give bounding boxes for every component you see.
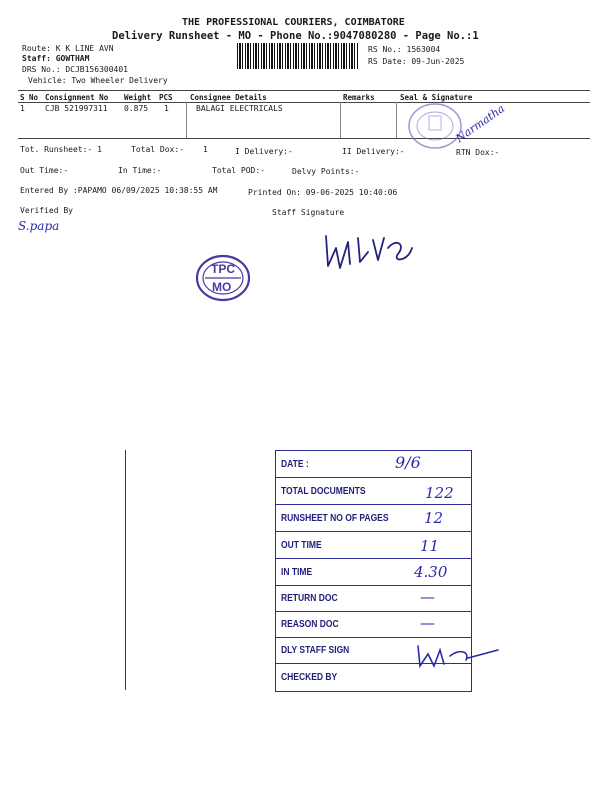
checklist-label: RETURN DOC: [281, 593, 338, 604]
drs-no: DRS No.: DCJB156300401: [22, 65, 128, 74]
out-time: Out Time:-: [20, 166, 69, 175]
checklist-value-date: 9/6: [395, 453, 421, 472]
staff: Staff: GOWTHAM: [22, 54, 90, 63]
company-title: THE PROFESSIONAL COURIERS, COIMBATORE: [182, 17, 405, 28]
checklist-label: RUNSHEET NO OF PAGES: [281, 513, 389, 524]
checklist-value-docs: 122: [425, 484, 454, 502]
runsheet-subtitle: Delivery Runsheet - MO - Phone No.:9047080280 - Page No.:1: [112, 30, 479, 42]
delvy-points: Delvy Points:-: [292, 167, 360, 176]
checklist-label: CHECKED BY: [281, 672, 338, 683]
table-bottom-rule: [18, 138, 590, 139]
table-vline: [186, 102, 187, 138]
verified-by-label: Verified By: [20, 206, 73, 215]
row-consignment: CJB 521997311: [45, 104, 108, 113]
table-vline: [396, 102, 397, 138]
row-pcs: 1: [164, 104, 169, 113]
table-top-rule: [18, 90, 590, 91]
col-sno: S No: [20, 93, 39, 102]
verifier-handwriting: S.papa: [18, 219, 60, 233]
row-consignee: BALAGI ELECTRICALS: [196, 104, 283, 113]
checklist-value-reason: —: [420, 614, 435, 632]
col-seal: Seal & Signature: [400, 93, 473, 102]
i-delivery: I Delivery:-: [235, 147, 293, 156]
rtn-dox: RTN Dox:-: [456, 148, 500, 157]
checklist-value-return: —: [420, 588, 435, 606]
dly-staff-signature: [410, 640, 500, 670]
checklist-label: DATE :: [281, 459, 309, 470]
seal-signature: Narmatha: [453, 101, 508, 146]
col-remarks: Remarks: [343, 93, 375, 102]
col-pcs: PCS: [159, 93, 173, 102]
staff-signature-scrawl: [318, 228, 418, 278]
table-vline: [340, 102, 341, 138]
total-dox-value: 1: [203, 145, 208, 154]
col-consignment: Consignment No: [45, 93, 109, 102]
col-weight: Weight: [124, 93, 152, 102]
ii-delivery: II Delivery:-: [342, 147, 405, 156]
checklist-value-out-time: 11: [420, 537, 440, 555]
staff-signature-label: Staff Signature: [272, 208, 345, 217]
rs-no: RS No.: 1563004: [368, 45, 441, 54]
col-consignee: Consignee Details: [190, 93, 267, 102]
checklist-label: REASON DOC: [281, 619, 339, 630]
checklist-label: IN TIME: [281, 567, 313, 578]
entered-by: Entered By :PAPAMO 06/09/2025 10:38:55 AM: [20, 186, 218, 195]
rs-date: RS Date: 09-Jun-2025: [368, 57, 465, 66]
tot-runsheet: Tot. Runsheet:- 1: [20, 145, 102, 154]
barcode: [237, 43, 359, 69]
tpc-stamp-top: TPC: [211, 262, 235, 276]
total-pod: Total POD:-: [212, 166, 265, 175]
tpc-stamp-bottom: MO: [212, 280, 232, 294]
vehicle: Vehicle: Two Wheeler Delivery: [28, 76, 168, 85]
checklist-label: OUT TIME: [281, 540, 322, 551]
total-dox: Total Dox:-: [131, 145, 184, 154]
printed-on: Printed On: 09-06-2025 10:40:06: [248, 188, 398, 197]
checklist-value-pages: 12: [424, 509, 444, 527]
route: Route: K K LINE AVN: [22, 44, 114, 53]
checklist-label: DLY STAFF SIGN: [281, 645, 350, 656]
checklist-value-in-time: 4.30: [414, 563, 448, 581]
row-sno: 1: [20, 104, 25, 113]
table-header-rule: [18, 102, 590, 103]
row-weight: 0.875: [124, 104, 149, 113]
checklist-divider: [125, 450, 126, 690]
in-time: In Time:-: [118, 166, 162, 175]
checklist-label: TOTAL DOCUMENTS: [281, 486, 366, 497]
